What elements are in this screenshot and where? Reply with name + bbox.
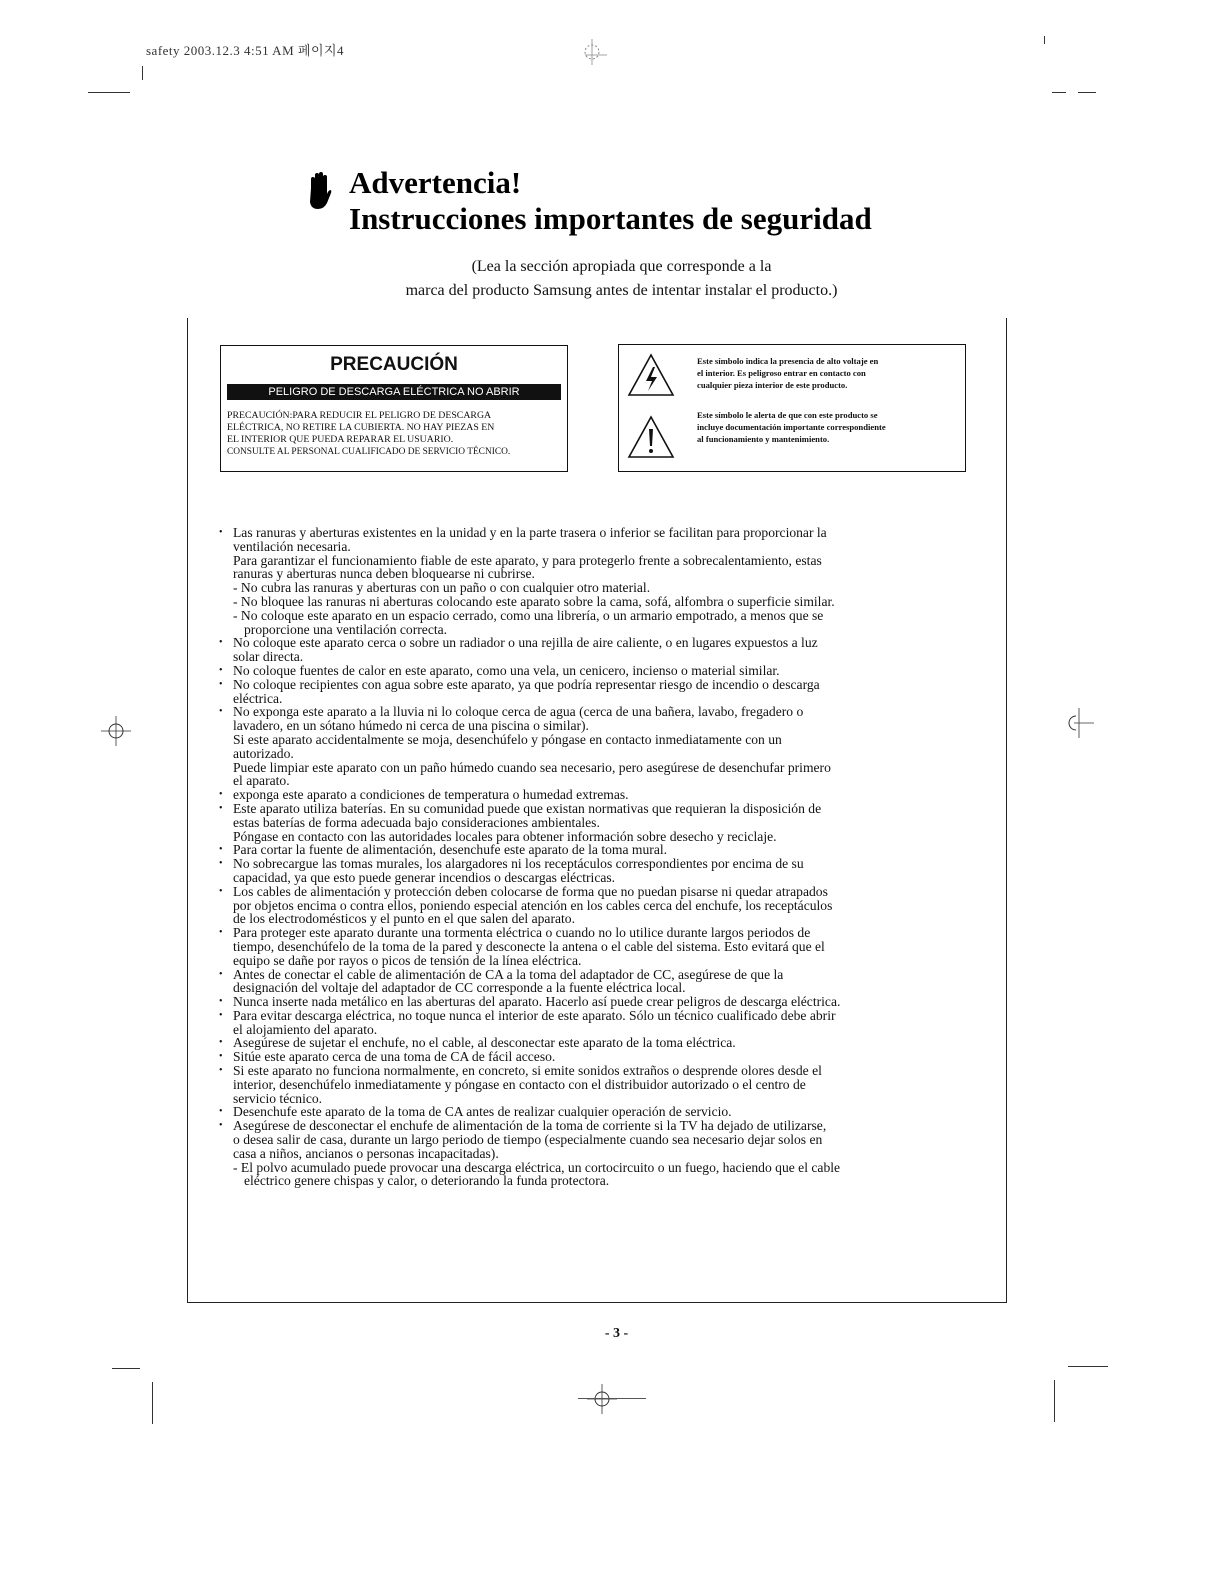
print-header: safety 2003.12.3 4:51 AM 페이지4 bbox=[146, 43, 345, 58]
caution-band: PELIGRO DE DESCARGA ELÉCTRICA NO ABRIR bbox=[227, 384, 561, 400]
lightning-triangle-icon bbox=[627, 353, 675, 397]
bullet-item: • Las ranuras y aberturas existentes en la unidad y en la parte trasera o inferior se facilitan para proporcionar la bbox=[218, 526, 978, 540]
symbol-text-line: Este símbolo le alerta de que con este producto se bbox=[697, 410, 878, 420]
bullet-continuation: Puede limpiar este aparato con un paño húmedo cuando sea necesario, pero asegúrese de desenchufar primero bbox=[233, 759, 831, 775]
frame-border bbox=[187, 1302, 1007, 1303]
safety-instructions-list bbox=[218, 526, 978, 1188]
symbols-box bbox=[618, 344, 966, 472]
bullet-item: • Si este aparato no funciona normalmente, en concreto, si emite sonidos extraños o desprende olores desde el bbox=[218, 1064, 978, 1078]
bullet-item: • No sobrecargue las tomas murales, los alargadores ni los receptáculos correspondientes por encima de su bbox=[218, 857, 978, 871]
bullet-item: • Para cortar la fuente de alimentación, desenchufe este aparato de la toma mural. bbox=[218, 843, 978, 857]
caution-text bbox=[227, 410, 563, 458]
bullet-item: • Este aparato utiliza baterías. En su comunidad puede que existan normativas que requieran la disposición de bbox=[218, 802, 978, 816]
crop-mark bbox=[1068, 1366, 1108, 1367]
bullet-item: • Asegúrese de desconectar el enchufe de alimentación de la toma de corriente si la TV ha dejado de utilizarse, bbox=[218, 1119, 978, 1133]
bullet-continuation: tiempo, desenchúfelo de la toma de la pared y desconecte la antena o el cable del sistema. Esto evitará que el bbox=[233, 938, 825, 954]
caution-text-line: PRECAUCIÓN:PARA REDUCIR EL PELIGRO DE DESCARGA bbox=[227, 410, 492, 421]
bullet-item: • Nunca inserte nada metálico en las aberturas del aparato. Hacerlo así puede crear peligros de descarga eléctrica. bbox=[218, 995, 978, 1009]
bullet-continuation: ventilación necesaria. bbox=[233, 538, 351, 554]
bullet-continuation: designación del voltaje del adaptador de CC corresponde a la fuente eléctrica local. bbox=[233, 980, 686, 996]
crop-mark bbox=[1054, 1380, 1055, 1422]
bullet-continuation: servicio técnico. bbox=[233, 1090, 323, 1106]
page-subtitle: Instrucciones importantes de seguridad bbox=[349, 201, 872, 236]
bullet-item: • Antes de conectar el cable de alimentación de CA a la toma del adaptador de CC, asegúrese de que la bbox=[218, 968, 978, 982]
registration-mark-icon bbox=[577, 37, 607, 67]
frame-border bbox=[187, 318, 188, 1302]
bullet-continuation: Para garantizar el funcionamiento fiable de este aparato, y para protegerlo frente a sobrecalentamiento, estas bbox=[233, 552, 822, 568]
bullet-continuation: de los electrodomésticos y el punto en el que salen del aparato. bbox=[233, 911, 575, 927]
registration-mark-icon bbox=[587, 1384, 617, 1414]
bullet-continuation: interior, desenchúfelo inmediatamente y póngase en contacto con el distribuidor autorizado o el centro de bbox=[233, 1076, 806, 1092]
bullet-item: • No coloque fuentes de calor en este aparato, como una vela, un cenicero, incienso o material similar. bbox=[218, 664, 978, 678]
symbol-description bbox=[697, 409, 959, 445]
caution-box bbox=[220, 345, 568, 472]
exclamation-triangle-icon bbox=[627, 415, 675, 459]
symbol-text-line: al funcionamiento y mantenimiento. bbox=[697, 434, 830, 444]
bullet-continuation: casa a niños, ancianos o personas incapacitadas). bbox=[233, 1145, 499, 1161]
bullet-continuation: estas baterías de forma adecuada bajo consideraciones ambientales. bbox=[233, 814, 600, 830]
bullet-continuation: capacidad, ya que esto puede generar incendios o descargas eléctricas. bbox=[233, 869, 616, 885]
symbol-text-line: cualquier pieza interior de este producto. bbox=[697, 380, 848, 390]
symbol-text-line: el interior. Es peligroso entrar en contacto con bbox=[697, 368, 866, 378]
bullet-continuation: equipo se dañe por rayos o picos de tensión de la línea eléctrica. bbox=[233, 952, 582, 968]
caution-text-line: CONSULTE AL PERSONAL CUALIFICADO DE SERVICIO TÉCNICO. bbox=[227, 447, 511, 457]
bullet-continuation: ranuras y aberturas nunca deben bloquearse ni cubrirse. bbox=[233, 566, 535, 582]
crop-mark bbox=[1052, 92, 1066, 93]
symbol-text-line: incluye documentación importante correspondiente bbox=[697, 422, 886, 432]
bullet-item: • No coloque este aparato cerca o sobre un radiador o una rejilla de aire caliente, o en lugares expuestos a luz bbox=[218, 636, 978, 650]
bullet-continuation: Póngase en contacto con las autoridades locales para obtener información sobre desecho y reciclaje. bbox=[233, 828, 777, 844]
caution-text-line: ELÉCTRICA, NO RETIRE LA CUBIERTA. NO HAY PIEZAS EN bbox=[227, 422, 495, 433]
bullet-continuation: - No coloque este aparato en un espacio cerrado, como una librería, o un armario empotrado, a menos que se bbox=[233, 607, 824, 623]
page-number: - 3 - bbox=[604, 1326, 629, 1341]
bullet-item: • Sitúe este aparato cerca de una toma de CA de fácil acceso. bbox=[218, 1050, 978, 1064]
bullet-continuation: - No cubra las ranuras y aberturas con un paño o con cualquier otro material. bbox=[233, 580, 651, 596]
bullet-item: • Los cables de alimentación y protección deben colocarse de forma que no puedan pisarse ni quedar atrapados bbox=[218, 885, 978, 899]
crop-mark bbox=[578, 1398, 646, 1399]
crop-mark bbox=[1044, 36, 1045, 44]
crop-mark bbox=[1078, 92, 1096, 93]
crop-mark bbox=[88, 92, 130, 93]
bullet-continuation: eléctrico genere chispas y calor, o deteriorando la funda protectora. bbox=[244, 1173, 610, 1189]
page-title: Advertencia! bbox=[349, 165, 522, 200]
bullet-continuation: eléctrica. bbox=[233, 690, 283, 706]
caution-title: PRECAUCIÓN bbox=[330, 354, 458, 375]
bullet-item: • No exponga este aparato a la lluvia ni lo coloque cerca de agua (cerca de una bañera, lavabo, fregadero o bbox=[218, 705, 978, 719]
bullet-continuation: solar directa. bbox=[233, 649, 304, 665]
bullet-item: • Para proteger este aparato durante una tormenta eléctrica o cuando no lo utilice durante largos periodos de bbox=[218, 926, 978, 940]
bullet-continuation: proporcione una ventilación correcta. bbox=[244, 621, 448, 637]
symbol-description bbox=[697, 355, 959, 391]
intro-line: (Lea la sección apropiada que corresponde a la bbox=[471, 258, 772, 275]
crop-mark bbox=[112, 1368, 140, 1369]
crop-mark bbox=[152, 1382, 153, 1424]
bullet-continuation: Si este aparato accidentalmente se moja, desenchúfelo y póngase en contacto inmediatamente con un bbox=[233, 731, 782, 747]
bullet-item: • Asegúrese de sujetar el enchufe, no el cable, al desconectar este aparato de la toma eléctrica. bbox=[218, 1036, 978, 1050]
registration-mark-icon bbox=[1064, 708, 1094, 738]
bullet-continuation: por objetos encima o contra ellos, poniendo especial atención en los cables cerca del enchufe, los receptáculos bbox=[233, 897, 833, 913]
intro-line: marca del producto Samsung antes de intentar instalar el producto.) bbox=[405, 282, 838, 299]
bullet-item: • No coloque recipientes con agua sobre este aparato, ya que podría representar riesgo de incendio o descarga bbox=[218, 678, 978, 692]
bullet-continuation: autorizado. bbox=[233, 745, 294, 761]
bullet-continuation: o desea salir de casa, durante un largo periodo de tiempo (especialmente cuando sea necesario dejar solos en bbox=[233, 1132, 823, 1148]
bullet-continuation: lavadero, en un sótano húmedo ni cerca de una piscina o similar). bbox=[233, 718, 589, 734]
bullet-continuation: el aparato. bbox=[233, 773, 290, 789]
crop-mark bbox=[142, 66, 143, 80]
bullet-item: • Para evitar descarga eléctrica, no toque nunca el interior de este aparato. Sólo un técnico cualificado debe abrir bbox=[218, 1009, 978, 1023]
caution-text-line: EL INTERIOR QUE PUEDA REPARAR EL USUARIO. bbox=[227, 434, 454, 445]
bullet-continuation: el alojamiento del aparato. bbox=[233, 1021, 378, 1037]
frame-border bbox=[1006, 318, 1007, 1302]
registration-mark-icon bbox=[101, 716, 131, 746]
symbol-text-line: Este símbolo indica la presencia de alto voltaje en bbox=[697, 356, 879, 366]
hand-icon bbox=[306, 172, 332, 210]
bullet-item: • Desenchufe este aparato de la toma de CA antes de realizar cualquier operación de servicio. bbox=[218, 1105, 978, 1119]
bullet-item: • exponga este aparato a condiciones de temperatura o humedad extremas. bbox=[218, 788, 978, 802]
bullet-continuation: - No bloquee las ranuras ni aberturas colocando este aparato sobre la cama, sofá, alfombra o superficie similar. bbox=[233, 593, 835, 609]
bullet-continuation: - El polvo acumulado puede provocar una descarga eléctrica, un cortocircuito o un fuego, haciendo que el cable bbox=[233, 1159, 841, 1175]
